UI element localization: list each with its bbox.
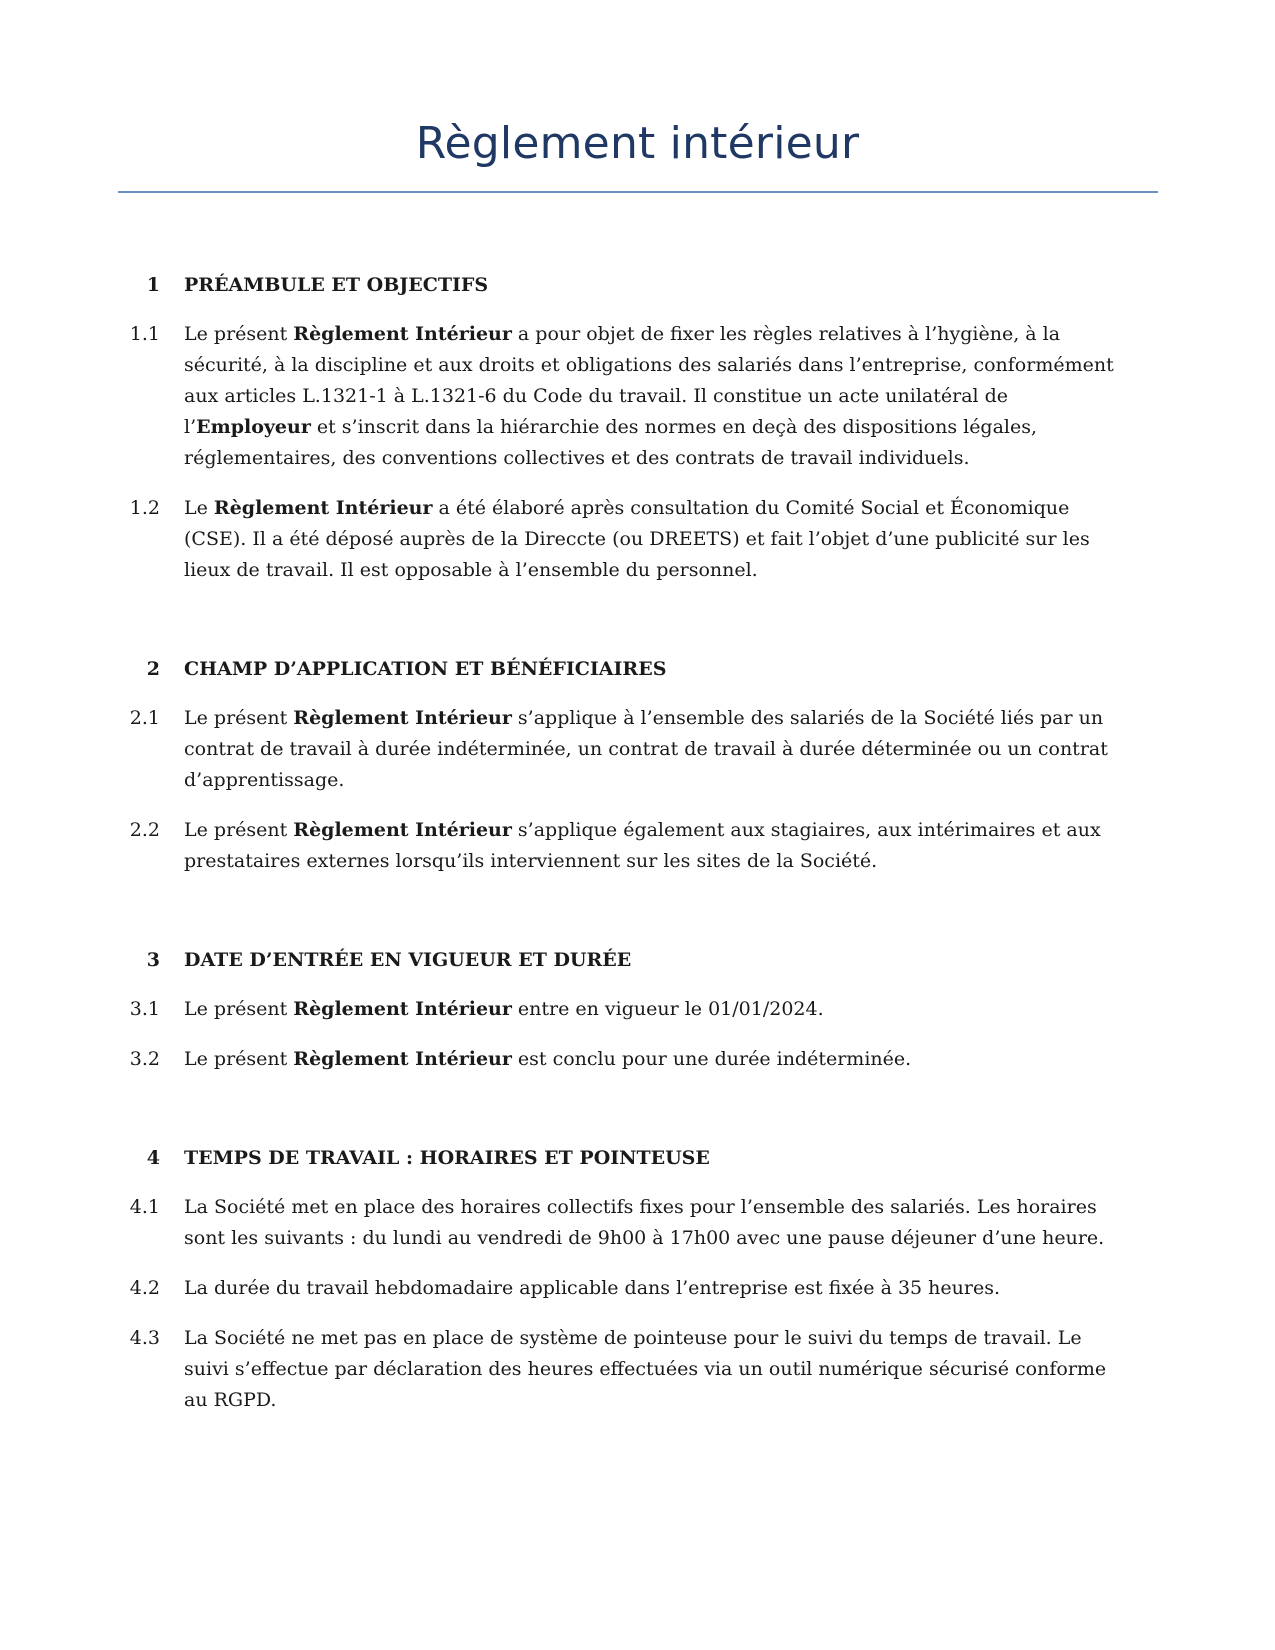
- clause: [0, 994, 1275, 1025]
- section-number: 2: [146, 658, 160, 680]
- clause: [0, 1192, 1275, 1254]
- section-heading: [0, 945, 1275, 976]
- defined-term: Règlement Intérieur: [293, 707, 512, 729]
- clause-text-run: a pour objet de fixer les règles relatives à l’hygiène, à la sécurité, à la discipline et aux droits et obligations des salariés dans l’entreprise, conformément aux articles L.1321-1 à L.1321-6 du Code du travail. Il constitue un acte unilatéral de l’: [184, 323, 1114, 438]
- clause-number: 4.1: [129, 1196, 160, 1218]
- section-heading: [0, 1143, 1275, 1174]
- clause-text: [184, 1044, 1124, 1075]
- clause-text: [184, 703, 1124, 796]
- document-body: [0, 270, 1275, 1484]
- clause-text-run: s’applique à l’ensemble des salariés de la Société liés par un contrat de travail à durée indéterminée, un contrat de travail à durée déterminée ou un contrat d’apprentissage.: [184, 707, 1108, 791]
- defined-term: Règlement Intérieur: [213, 497, 433, 519]
- clause-number: 2.2: [129, 819, 160, 841]
- clause: [0, 1044, 1275, 1075]
- clause-text-run: entre en vigueur le 01/01/2024.: [511, 998, 824, 1020]
- section-title: DATE D’ENTRÉE EN VIGUEUR ET DURÉE: [184, 949, 632, 971]
- section-heading: [0, 654, 1275, 685]
- section-title: CHAMP D’APPLICATION ET BÉNÉFICIAIRES: [184, 658, 667, 680]
- section-number: 4: [146, 1147, 160, 1169]
- clause-text-run: s’applique également aux stagiaires, aux intérimaires et aux prestataires externes lorsqu’ils interviennent sur les sites de la Société.: [184, 819, 1101, 872]
- clause-text: [184, 1323, 1124, 1416]
- defined-term: Règlement Intérieur: [293, 323, 512, 345]
- title-divider: [118, 191, 1158, 193]
- clause: [0, 1323, 1275, 1416]
- section-number: 3: [146, 949, 160, 971]
- section-heading: [0, 270, 1275, 301]
- section-2: [0, 654, 1275, 877]
- clause-text: [184, 994, 1124, 1025]
- section-title: TEMPS DE TRAVAIL : HORAIRES ET POINTEUSE: [184, 1147, 710, 1169]
- page-title: Règlement intérieur: [415, 118, 860, 169]
- clause-text-run: et s’inscrit dans la hiérarchie des normes en deçà des dispositions légales, réglementaires, des conventions collectives et des contrats de travail individuels.: [184, 416, 1038, 469]
- clause-text-run: Le présent: [184, 998, 294, 1020]
- clause-text: [184, 1192, 1124, 1254]
- clause-number: 2.1: [129, 707, 160, 729]
- clause: [0, 703, 1275, 796]
- section-number: 1: [146, 274, 160, 296]
- clause: [0, 493, 1275, 586]
- clause-text-run: La Société ne met pas en place de système de pointeuse pour le suivi du temps de travail. Le suivi s’effectue par déclaration des heures effectuées via un outil numérique sécurisé conforme au RGPD.: [184, 1327, 1107, 1411]
- clause-number: 3.1: [129, 998, 160, 1020]
- clause-text: [184, 319, 1124, 474]
- clause-text-run: Le: [184, 497, 214, 519]
- clause: [0, 319, 1275, 474]
- clause-text-run: Le présent: [184, 819, 294, 841]
- clause-text-run: est conclu pour une durée indéterminée.: [511, 1048, 912, 1070]
- section-3: [0, 945, 1275, 1075]
- clause: [0, 1273, 1275, 1304]
- clause-text-run: La Société met en place des horaires collectifs fixes pour l’ensemble des salariés. Les horaires sont les suivants : du lundi au vendredi de 9h00 à 17h00 avec une pause déjeuner d’une heure.: [184, 1196, 1105, 1249]
- clause-number: 1.2: [129, 497, 160, 519]
- clause: [0, 815, 1275, 877]
- clause-text: [184, 493, 1124, 586]
- clause-text-run: Le présent: [184, 323, 294, 345]
- clause-text: [184, 1273, 1124, 1304]
- clause-text-run: Le présent: [184, 1048, 294, 1070]
- clause-number: 3.2: [129, 1048, 160, 1070]
- clause-number: 4.3: [129, 1327, 160, 1349]
- clause-text-run: Le présent: [184, 707, 294, 729]
- section-4: [0, 1143, 1275, 1416]
- clause-text-run: a été élaboré après consultation du Comité Social et Économique (CSE). Il a été déposé auprès de la Direccte (ou DREETS) et fait l’objet d’une publicité sur les lieux de travail. Il est opposable à l’ensemble du personnel.: [184, 497, 1090, 581]
- defined-term: Règlement Intérieur: [293, 998, 512, 1020]
- section-title: PRÉAMBULE ET OBJECTIFS: [184, 274, 489, 296]
- section-1: [0, 270, 1275, 586]
- defined-term: Règlement Intérieur: [293, 1048, 512, 1070]
- defined-term: Employeur: [196, 416, 311, 438]
- clause-text-run: La durée du travail hebdomadaire applicable dans l’entreprise est fixée à 35 heures.: [184, 1277, 1000, 1299]
- clause-text: [184, 815, 1124, 877]
- clause-number: 4.2: [129, 1277, 160, 1299]
- defined-term: Règlement Intérieur: [293, 819, 512, 841]
- clause-number: 1.1: [129, 323, 160, 345]
